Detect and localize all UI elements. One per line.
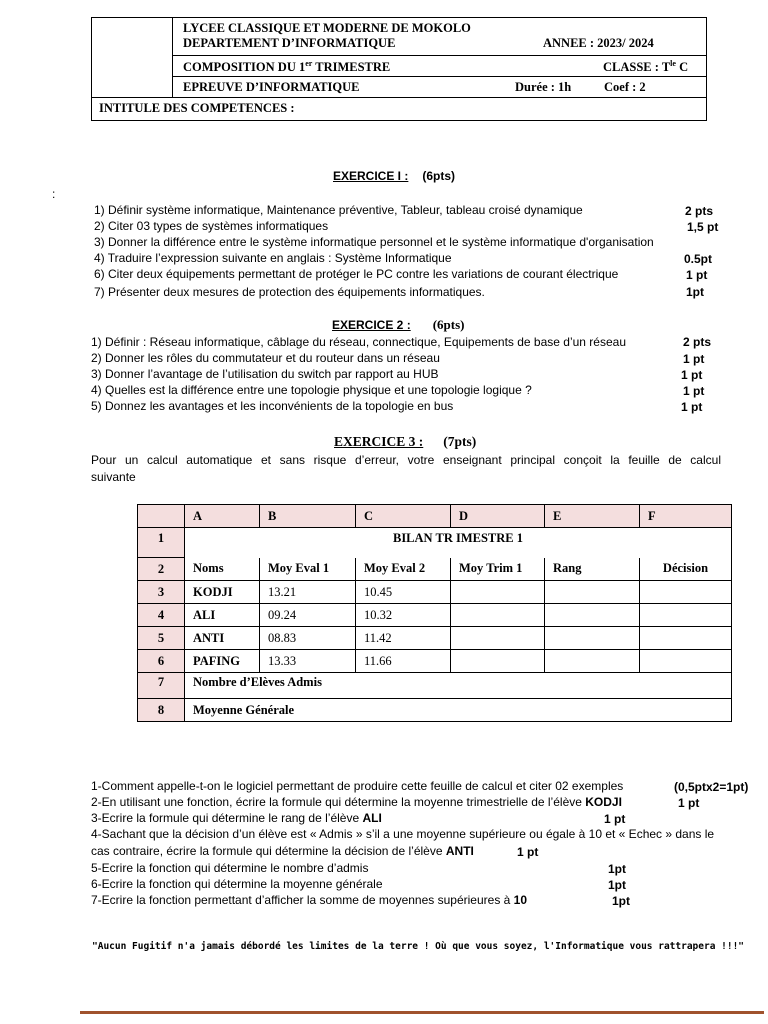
row-header: 1: [138, 528, 185, 558]
ex3-question: 1-Comment appelle-t-on le logiciel permettant de produire cette feuille de calcul et citer 02 exemples: [91, 779, 624, 793]
department-name: DEPARTEMENT D’INFORMATIQUE: [183, 36, 396, 50]
empty-cell: [451, 604, 545, 627]
grade-cell: 10.32: [356, 604, 451, 627]
ex1-question: 1) Définir système informatique, Maintenance préventive, Tableur, tableau croisé dynamique: [94, 203, 583, 217]
ex3-points: 1pt: [608, 862, 626, 876]
student-name: KODJI: [185, 581, 260, 604]
duration: Durée : 1h: [515, 80, 572, 94]
class-label: CLASSE : $T^{le}$ C: [603, 59, 689, 75]
student-name: PAFING: [185, 650, 260, 673]
empty-cell: [451, 581, 545, 604]
column-title: Noms: [185, 558, 260, 581]
grade-cell: 11.42: [356, 627, 451, 650]
empty-cell: [640, 650, 732, 673]
ex3-question: 2-En utilisant une fonction, écrire la formule qui détermine la moyenne trimestrielle de l’élève KODJI: [91, 795, 622, 809]
header-rule: [92, 97, 706, 98]
row-header: 6: [138, 650, 185, 673]
competences-label: INTITULE DES COMPETENCES :: [99, 101, 295, 115]
ex1-question: 2) Citer 03 types de systèmes informatiques: [94, 219, 329, 233]
ex2-question: 3) Donner l’avantage de l’utilisation du switch par rapport au HUB: [91, 367, 439, 381]
empty-cell: [451, 627, 545, 650]
ex3-question: 6-Ecrire la fonction qui détermine la moyenne générale: [91, 877, 383, 891]
student-name: ALI: [185, 604, 260, 627]
grade-cell: 10.45: [356, 581, 451, 604]
empty-cell: [640, 581, 732, 604]
exercise-2-title: EXERCICE 2 : (6pts): [332, 317, 465, 332]
exercise-3-title: EXERCICE 3 : (7pts): [334, 434, 477, 449]
ex3-intro: suivante: [91, 470, 136, 484]
ex3-question: 5-Ecrire la fonction qui détermine le nombre d’admis: [91, 861, 369, 875]
ex3-points: 1pt: [612, 894, 630, 908]
ex3-points: (0,5ptx2=1pt): [674, 780, 749, 794]
ex1-points: 0.5pt: [684, 252, 713, 266]
ex1-points: 1,5 pt: [687, 220, 719, 234]
empty-cell: [545, 604, 640, 627]
ex3-points: 1 pt: [604, 812, 626, 826]
grade-cell: 11.66: [356, 650, 451, 673]
grade-cell: 13.21: [260, 581, 356, 604]
stray-colon: :: [52, 187, 56, 201]
row-header: 7: [138, 673, 185, 699]
ex2-question: 2) Donner les rôles du commutateur et du routeur dans un réseau: [91, 351, 440, 365]
grade-cell: 13.33: [260, 650, 356, 673]
ex3-question: cas contraire, écrire la formule qui détermine la décision de l’élève ANTI: [91, 844, 474, 858]
header-rule: [172, 76, 707, 77]
column-header: B: [260, 505, 356, 528]
ex3-points: 1pt: [608, 878, 626, 892]
ex1-points: 1pt: [686, 285, 704, 299]
ex1-points: 1 pt: [686, 268, 708, 282]
column-title: Moy Eval 1: [260, 558, 356, 581]
ex1-question: 7) Présenter deux mesures de protection des équipements informatiques.: [94, 285, 485, 299]
row-header: 4: [138, 604, 185, 627]
ex3-question: 3-Ecrire la formule qui détermine le rang de l’élève ALI: [91, 811, 382, 825]
row-header: 3: [138, 581, 185, 604]
ex1-question: 4) Traduire l’expression suivante en anglais : Système Informatique: [94, 251, 452, 265]
footer-rule: [80, 1011, 764, 1014]
column-title: Rang: [545, 558, 640, 581]
ex2-points: 1 pt: [681, 400, 703, 414]
ex2-points: 1 pt: [683, 384, 705, 398]
exercise-1-title: EXERCICE I : (6pts): [333, 169, 456, 183]
row-header: 2: [138, 558, 185, 581]
school-name: LYCEE CLASSIQUE ET MODERNE DE MOKOLO: [183, 21, 471, 35]
empty-cell: [545, 627, 640, 650]
ex3-points: 1 pt: [678, 796, 700, 810]
ex1-points: 2 pts: [685, 204, 714, 218]
column-header: F: [640, 505, 732, 528]
ex2-question: 1) Définir : Réseau informatique, câblage du réseau, connectique, Equipements de base d’un réseau: [91, 335, 627, 349]
column-title: Moy Eval 2: [356, 558, 451, 581]
closing-quote: "Aucun Fugitif n'a jamais débordé les limites de la terre ! Où que vous soyez, l'Informatique vous rattrapera !!!": [92, 941, 745, 952]
empty-cell: [640, 627, 732, 650]
column-header: A: [185, 505, 260, 528]
coefficient: Coef : 2: [604, 80, 646, 94]
empty-cell: [545, 650, 640, 673]
empty-cell: [451, 650, 545, 673]
ex1-question: 6) Citer deux équipements permettant de protéger le PC contre les variations de courant électrique: [94, 267, 619, 281]
general-average-label: Moyenne Générale: [185, 699, 732, 722]
column-header: D: [451, 505, 545, 528]
column-title: Moy Trim 1: [451, 558, 545, 581]
header-rule: [172, 55, 707, 56]
ex2-points: 1 pt: [681, 368, 703, 382]
ex2-points: 2 pts: [683, 335, 712, 349]
row-header: 5: [138, 627, 185, 650]
subject-title: EPREUVE D’INFORMATIQUE: [183, 80, 360, 94]
empty-cell: [545, 581, 640, 604]
grade-cell: 08.83: [260, 627, 356, 650]
header-divider: [172, 18, 173, 98]
row-header: 8: [138, 699, 185, 722]
sheet-title: BILAN TR IMESTRE 1: [185, 528, 732, 558]
school-year: ANNEE : 2023/ 2024: [543, 36, 654, 50]
grade-cell: 09.24: [260, 604, 356, 627]
ex1-question: 3) Donner la différence entre le système informatique personnel et le système informatique d'organisation: [94, 235, 654, 249]
ex3-question: 4-Sachant que la décision d’un élève est « Admis » s’il a une moyenne supérieure ou égale à 10 et « Echec » dans le: [91, 827, 715, 841]
composition-title: COMPOSITION DU 1er TRIMESTRE: [183, 59, 391, 75]
ex3-intro: Pour un calcul automatique et sans risque d’erreur, votre enseignant principal conçoit la feuille de calcul: [91, 453, 721, 467]
corner-cell: [138, 505, 185, 528]
spreadsheet-table: [137, 504, 731, 722]
empty-cell: [640, 604, 732, 627]
ex3-points: 1 pt: [517, 845, 539, 859]
student-name: ANTI: [185, 627, 260, 650]
column-title: Décision: [640, 558, 732, 581]
ex2-question: 5) Donnez les avantages et les inconvénients de la topologie en bus: [91, 399, 454, 413]
ex2-points: 1 pt: [683, 352, 705, 366]
admitted-count-label: Nombre d’Elèves Admis: [185, 673, 732, 699]
column-header: E: [545, 505, 640, 528]
column-header: C: [356, 505, 451, 528]
ex2-question: 4) Quelles est la différence entre une topologie physique et une topologie logique ?: [91, 383, 532, 397]
ex3-question: 7-Ecrire la fonction permettant d’afficher la somme de moyennes supérieures à 10: [91, 893, 528, 907]
